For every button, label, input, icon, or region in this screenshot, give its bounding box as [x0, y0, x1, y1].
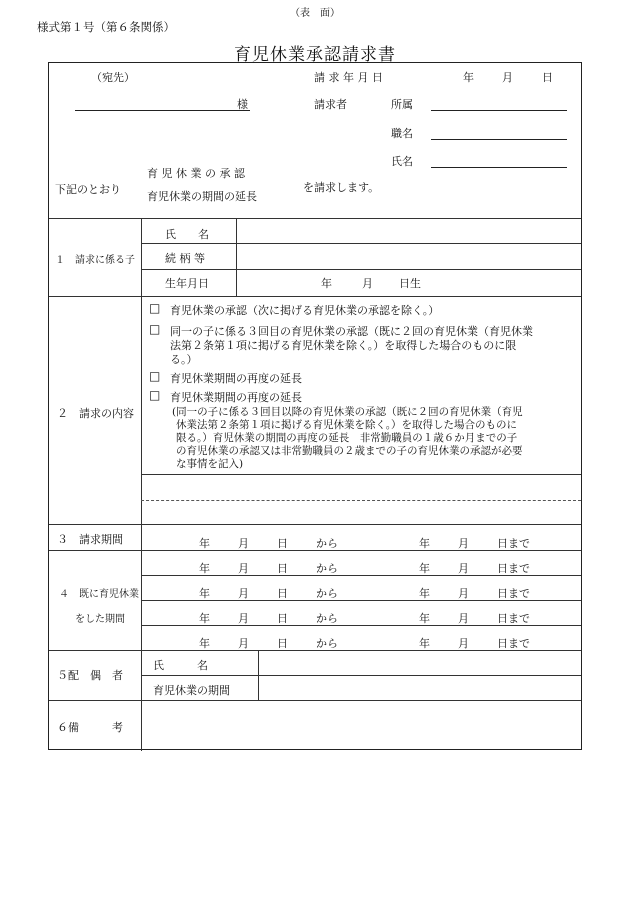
- option-approval[interactable]: 育 児 休 業 の 承 認: [147, 167, 245, 180]
- divider-3: [49, 550, 581, 551]
- period-start-year: 年: [199, 537, 210, 550]
- prev-1-end-year: 年: [419, 562, 430, 575]
- request-suffix: を請求します。: [303, 181, 380, 194]
- option-3-text: 育児休業期間の再度の延長: [170, 372, 302, 385]
- period-section-label: ３ 請求期間: [57, 533, 123, 546]
- prev-2-end-until: 日まで: [497, 587, 530, 600]
- period-start-month: 月: [238, 537, 249, 550]
- prev-4-start-day: 日: [277, 637, 288, 650]
- checkbox-third-approval[interactable]: □: [149, 322, 161, 336]
- prev-3-start-year: 年: [199, 612, 210, 625]
- content-section-label: ２ 請求の内容: [57, 407, 134, 420]
- spouse-leave-period-label: 育児休業の期間: [153, 684, 230, 697]
- remarks-section-label: ６備 考: [57, 721, 123, 734]
- spouse-name-label: 氏 名: [153, 659, 208, 672]
- affiliation-label: 所属: [391, 98, 413, 111]
- name-field[interactable]: [431, 167, 567, 168]
- birth-month: 月: [362, 277, 373, 290]
- birth-day: 日生: [399, 277, 421, 290]
- lead-text: 下記のとおり: [55, 183, 121, 196]
- note-line-1: (同一の子に係る３回目以降の育児休業の承認（既に２回の育児休業（育児: [172, 406, 523, 418]
- prev-4-end-until: 日まで: [497, 637, 530, 650]
- checkbox-re-extension-2[interactable]: □: [149, 388, 161, 402]
- prev-1-end-month: 月: [458, 562, 469, 575]
- prev-1-start-day: 日: [277, 562, 288, 575]
- child-row-2: [141, 269, 581, 270]
- note-line-5: な事情を記入): [176, 458, 244, 470]
- prev-row-3: [141, 625, 581, 626]
- divider-4: [49, 650, 581, 651]
- spouse-row: [141, 675, 581, 676]
- prev-row-1: [141, 575, 581, 576]
- request-date-month: 月: [502, 71, 513, 84]
- spouse-section-label: ５配 偶 者: [57, 669, 123, 682]
- prev-1-from: から: [316, 562, 338, 575]
- period-start-day: 日: [277, 537, 288, 550]
- option-2-line-2: 法第２条第１項に掲げる育児休業を除く。）を取得した場合のものに限: [170, 339, 517, 352]
- addressee-label: （宛先）: [91, 71, 135, 84]
- content-reason-dashed[interactable]: [141, 500, 581, 501]
- option-2-line-1: 同一の子に係る３回目の育児休業の承認（既に２回の育児休業（育児休業: [170, 325, 533, 338]
- child-relation-label: 続 柄 等: [165, 252, 205, 265]
- child-subdivider: [236, 218, 237, 296]
- honorific: 様: [237, 98, 248, 111]
- birth-year: 年: [321, 277, 332, 290]
- previous-label-line-2: をした期間: [75, 614, 125, 625]
- side-label: （表 面）: [290, 8, 340, 19]
- position-field[interactable]: [431, 139, 567, 140]
- application-form: [48, 62, 582, 750]
- request-date-year: 年: [463, 71, 474, 84]
- prev-2-end-month: 月: [458, 587, 469, 600]
- prev-4-start-year: 年: [199, 637, 210, 650]
- option-4-text: 育児休業期間の再度の延長: [170, 391, 302, 404]
- request-date-day: 日: [542, 71, 553, 84]
- prev-1-start-month: 月: [238, 562, 249, 575]
- note-line-4: の育児休業の承認又は非常勤職員の２歳までの子の育児休業の承認が必要: [176, 445, 523, 457]
- prev-4-end-month: 月: [458, 637, 469, 650]
- prev-1-end-until: 日まで: [497, 562, 530, 575]
- prev-3-start-month: 月: [238, 612, 249, 625]
- document-title: 育児休業承認請求書: [234, 45, 396, 65]
- prev-3-end-month: 月: [458, 612, 469, 625]
- prev-3-end-year: 年: [419, 612, 430, 625]
- note-line-3: 限る。）育児休業の期間の再度の延長 非常勤職員の１歳６か月までの子: [176, 432, 518, 444]
- prev-1-start-year: 年: [199, 562, 210, 575]
- form-number: 様式第１号（第６条関係）: [37, 20, 175, 34]
- option-extension[interactable]: 育児休業の期間の延長: [147, 190, 257, 203]
- prev-2-start-month: 月: [238, 587, 249, 600]
- option-1-text: 育児休業の承認（次に掲げる育児休業の承認を除く。）: [170, 304, 440, 317]
- requester-label: 請求者: [314, 98, 347, 111]
- child-section-label: １ 請求に係る子: [55, 255, 135, 266]
- checkbox-re-extension-1[interactable]: □: [149, 369, 161, 383]
- content-reason-top: [141, 474, 581, 475]
- affiliation-field[interactable]: [431, 110, 567, 111]
- divider-5: [49, 700, 581, 701]
- child-name-label: 氏 名: [165, 228, 209, 241]
- prev-3-from: から: [316, 612, 338, 625]
- period-end-year: 年: [419, 537, 430, 550]
- option-2-line-3: る。）: [170, 353, 198, 366]
- name-label: 氏名: [391, 155, 413, 168]
- prev-3-start-day: 日: [277, 612, 288, 625]
- child-row-1: [141, 243, 581, 244]
- period-from: から: [316, 537, 338, 550]
- request-date-label: 請 求 年 月 日: [314, 71, 383, 84]
- divider-2: [49, 524, 581, 525]
- position-label: 職名: [391, 127, 413, 140]
- period-end-month: 月: [458, 537, 469, 550]
- previous-label-line-1: ４ 既に育児休業: [59, 589, 139, 600]
- period-end-until: 日まで: [497, 537, 530, 550]
- prev-2-start-year: 年: [199, 587, 210, 600]
- prev-4-from: から: [316, 637, 338, 650]
- note-line-2: 休業法第２条第１項に掲げる育児休業を除く。）を取得した場合のものに: [176, 419, 518, 431]
- prev-4-end-year: 年: [419, 637, 430, 650]
- prev-2-from: から: [316, 587, 338, 600]
- child-birthdate-label: 生年月日: [165, 277, 209, 290]
- checkbox-approval[interactable]: □: [149, 301, 161, 315]
- prev-4-start-month: 月: [238, 637, 249, 650]
- prev-2-end-year: 年: [419, 587, 430, 600]
- divider-1: [49, 296, 581, 297]
- addressee-line[interactable]: [75, 110, 250, 111]
- prev-3-end-until: 日まで: [497, 612, 530, 625]
- divider-top: [49, 218, 581, 219]
- prev-row-2: [141, 600, 581, 601]
- label-column-divider: [141, 218, 142, 751]
- prev-2-start-day: 日: [277, 587, 288, 600]
